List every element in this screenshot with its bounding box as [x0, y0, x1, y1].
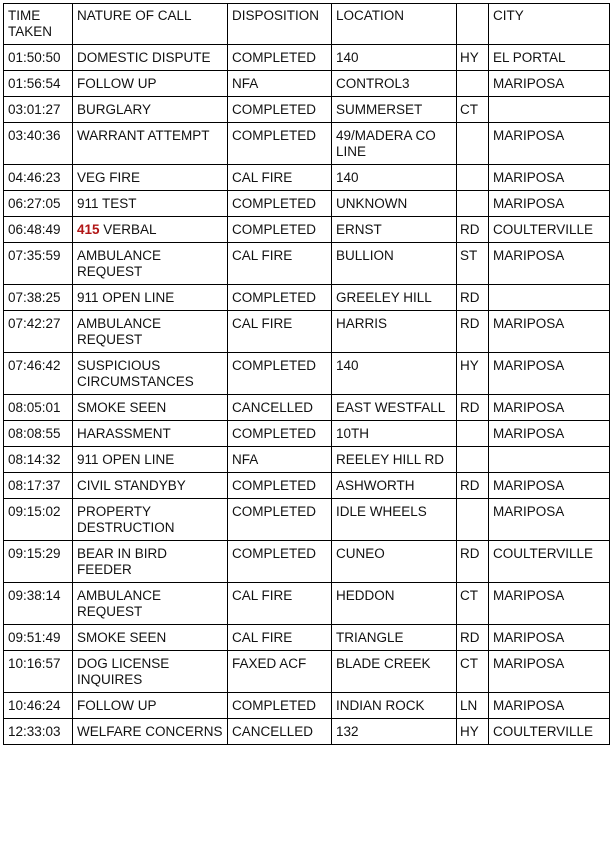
time-cell: 03:40:36 [4, 123, 73, 165]
suffix-cell: CT [457, 583, 489, 625]
location-cell: UNKNOWN [332, 191, 457, 217]
time-cell: 04:46:23 [4, 165, 73, 191]
nature-cell: HARASSMENT [73, 421, 228, 447]
city-cell: COULTERVILLE [489, 541, 610, 583]
suffix-cell [457, 421, 489, 447]
time-cell: 08:05:01 [4, 395, 73, 421]
nature-cell: 911 OPEN LINE [73, 285, 228, 311]
suffix-cell: HY [457, 719, 489, 745]
location-cell: 49/MADERA CO LINE [332, 123, 457, 165]
time-cell: 06:27:05 [4, 191, 73, 217]
suffix-cell: RD [457, 395, 489, 421]
city-cell: MARIPOSA [489, 165, 610, 191]
location-cell: CUNEO [332, 541, 457, 583]
table-row [4, 583, 610, 625]
city-cell: MARIPOSA [489, 651, 610, 693]
city-cell: MARIPOSA [489, 311, 610, 353]
table-row [4, 625, 610, 651]
time-cell: 08:17:37 [4, 473, 73, 499]
city-cell: MARIPOSA [489, 473, 610, 499]
time-cell: 06:48:49 [4, 217, 73, 243]
header-time-taken: TIME TAKEN [4, 4, 73, 45]
city-cell: MARIPOSA [489, 693, 610, 719]
disposition-cell: CAL FIRE [228, 625, 332, 651]
suffix-cell: RD [457, 285, 489, 311]
suffix-cell: CT [457, 651, 489, 693]
location-cell: 140 [332, 353, 457, 395]
suffix-cell: RD [457, 625, 489, 651]
disposition-cell: NFA [228, 447, 332, 473]
time-cell: 07:46:42 [4, 353, 73, 395]
suffix-cell: ST [457, 243, 489, 285]
suffix-cell [457, 165, 489, 191]
nature-cell: FOLLOW UP [73, 693, 228, 719]
city-cell: MARIPOSA [489, 625, 610, 651]
table-row [4, 191, 610, 217]
city-cell: MARIPOSA [489, 71, 610, 97]
disposition-cell: COMPLETED [228, 285, 332, 311]
location-cell: 10TH [332, 421, 457, 447]
location-cell: SUMMERSET [332, 97, 457, 123]
time-cell: 01:56:54 [4, 71, 73, 97]
location-cell: TRIANGLE [332, 625, 457, 651]
time-cell: 12:33:03 [4, 719, 73, 745]
suffix-cell [457, 447, 489, 473]
nature-cell: BURGLARY [73, 97, 228, 123]
city-cell: MARIPOSA [489, 395, 610, 421]
table-row [4, 311, 610, 353]
table-row [4, 243, 610, 285]
time-cell: 07:35:59 [4, 243, 73, 285]
time-cell: 09:15:02 [4, 499, 73, 541]
nature-cell: AMBULANCE REQUEST [73, 311, 228, 353]
disposition-cell: NFA [228, 71, 332, 97]
disposition-cell: COMPLETED [228, 421, 332, 447]
suffix-cell: RD [457, 311, 489, 353]
location-cell: HEDDON [332, 583, 457, 625]
time-cell: 07:42:27 [4, 311, 73, 353]
nature-cell [73, 217, 228, 243]
suffix-cell: HY [457, 45, 489, 71]
suffix-cell [457, 123, 489, 165]
location-cell: INDIAN ROCK [332, 693, 457, 719]
suffix-cell: RD [457, 217, 489, 243]
time-cell: 09:15:29 [4, 541, 73, 583]
disposition-cell: COMPLETED [228, 45, 332, 71]
disposition-cell: COMPLETED [228, 693, 332, 719]
nature-cell: 911 TEST [73, 191, 228, 217]
table-row [4, 165, 610, 191]
location-cell: 140 [332, 45, 457, 71]
table-row [4, 447, 610, 473]
table-row [4, 285, 610, 311]
table-row [4, 123, 610, 165]
nature-cell: FOLLOW UP [73, 71, 228, 97]
time-cell: 03:01:27 [4, 97, 73, 123]
disposition-cell: COMPLETED [228, 97, 332, 123]
suffix-cell [457, 71, 489, 97]
nature-cell: AMBULANCE REQUEST [73, 243, 228, 285]
time-cell: 10:46:24 [4, 693, 73, 719]
disposition-cell: COMPLETED [228, 473, 332, 499]
table-row [4, 541, 610, 583]
city-cell: COULTERVILLE [489, 719, 610, 745]
location-cell: BLADE CREEK [332, 651, 457, 693]
time-cell: 08:14:32 [4, 447, 73, 473]
location-cell: HARRIS [332, 311, 457, 353]
location-cell: IDLE WHEELS [332, 499, 457, 541]
nature-cell: BEAR IN BIRD FEEDER [73, 541, 228, 583]
disposition-cell: CAL FIRE [228, 243, 332, 285]
call-log-table [3, 3, 610, 745]
nature-cell: SMOKE SEEN [73, 395, 228, 421]
city-cell: COULTERVILLE [489, 217, 610, 243]
suffix-cell: CT [457, 97, 489, 123]
nature-cell: 911 OPEN LINE [73, 447, 228, 473]
suffix-cell: LN [457, 693, 489, 719]
location-cell: CONTROL3 [332, 71, 457, 97]
city-cell: MARIPOSA [489, 499, 610, 541]
header-suffix [457, 4, 489, 45]
location-cell: 140 [332, 165, 457, 191]
location-cell: GREELEY HILL [332, 285, 457, 311]
disposition-cell: FAXED ACF [228, 651, 332, 693]
suffix-cell: RD [457, 541, 489, 583]
header-row [4, 4, 610, 45]
city-cell: MARIPOSA [489, 123, 610, 165]
city-cell: EL PORTAL [489, 45, 610, 71]
header-city: CITY [489, 4, 610, 45]
time-cell: 10:16:57 [4, 651, 73, 693]
disposition-cell: COMPLETED [228, 123, 332, 165]
disposition-cell: COMPLETED [228, 499, 332, 541]
time-cell: 09:38:14 [4, 583, 73, 625]
disposition-cell: CAL FIRE [228, 165, 332, 191]
time-cell: 07:38:25 [4, 285, 73, 311]
table-row [4, 651, 610, 693]
location-cell: EAST WESTFALL [332, 395, 457, 421]
suffix-cell [457, 191, 489, 217]
table-row [4, 45, 610, 71]
table-row [4, 719, 610, 745]
nature-cell: PROPERTY DESTRUCTION [73, 499, 228, 541]
city-cell: MARIPOSA [489, 243, 610, 285]
header-nature-of-call: NATURE OF CALL [73, 4, 228, 45]
nature-cell: WARRANT ATTEMPT [73, 123, 228, 165]
header-disposition: DISPOSITION [228, 4, 332, 45]
time-cell: 08:08:55 [4, 421, 73, 447]
table-row [4, 499, 610, 541]
location-cell: BULLION [332, 243, 457, 285]
city-cell: MARIPOSA [489, 583, 610, 625]
table-row [4, 71, 610, 97]
nature-cell: WELFARE CONCERNS [73, 719, 228, 745]
city-cell: MARIPOSA [489, 191, 610, 217]
disposition-cell: CANCELLED [228, 395, 332, 421]
nature-cell: VEG FIRE [73, 165, 228, 191]
nature-cell: DOG LICENSE INQUIRES [73, 651, 228, 693]
disposition-cell: COMPLETED [228, 217, 332, 243]
nature-cell: CIVIL STANDYBY [73, 473, 228, 499]
table-row [4, 421, 610, 447]
nature-cell: SMOKE SEEN [73, 625, 228, 651]
table-row [4, 97, 610, 123]
city-cell [489, 447, 610, 473]
city-cell: MARIPOSA [489, 421, 610, 447]
location-cell: ASHWORTH [332, 473, 457, 499]
nature-cell: SUSPICIOUS CIRCUMSTANCES [73, 353, 228, 395]
time-cell: 01:50:50 [4, 45, 73, 71]
city-cell [489, 285, 610, 311]
table-row [4, 473, 610, 499]
nature-cell: AMBULANCE REQUEST [73, 583, 228, 625]
header-location: LOCATION [332, 4, 457, 45]
city-cell [489, 97, 610, 123]
city-cell: MARIPOSA [489, 353, 610, 395]
table-row [4, 693, 610, 719]
nature-text: VERBAL [99, 222, 157, 237]
location-cell: REELEY HILL RD [332, 447, 457, 473]
location-cell: ERNST [332, 217, 457, 243]
time-cell: 09:51:49 [4, 625, 73, 651]
table-row [4, 217, 610, 243]
table-row [4, 395, 610, 421]
suffix-cell: RD [457, 473, 489, 499]
disposition-cell: COMPLETED [228, 353, 332, 395]
disposition-cell: COMPLETED [228, 191, 332, 217]
disposition-cell: CAL FIRE [228, 311, 332, 353]
table-row [4, 353, 610, 395]
suffix-cell: HY [457, 353, 489, 395]
disposition-cell: COMPLETED [228, 541, 332, 583]
location-cell: 132 [332, 719, 457, 745]
nature-cell: DOMESTIC DISPUTE [73, 45, 228, 71]
nature-code-highlight: 415 [77, 222, 100, 237]
disposition-cell: CAL FIRE [228, 583, 332, 625]
disposition-cell: CANCELLED [228, 719, 332, 745]
suffix-cell [457, 499, 489, 541]
